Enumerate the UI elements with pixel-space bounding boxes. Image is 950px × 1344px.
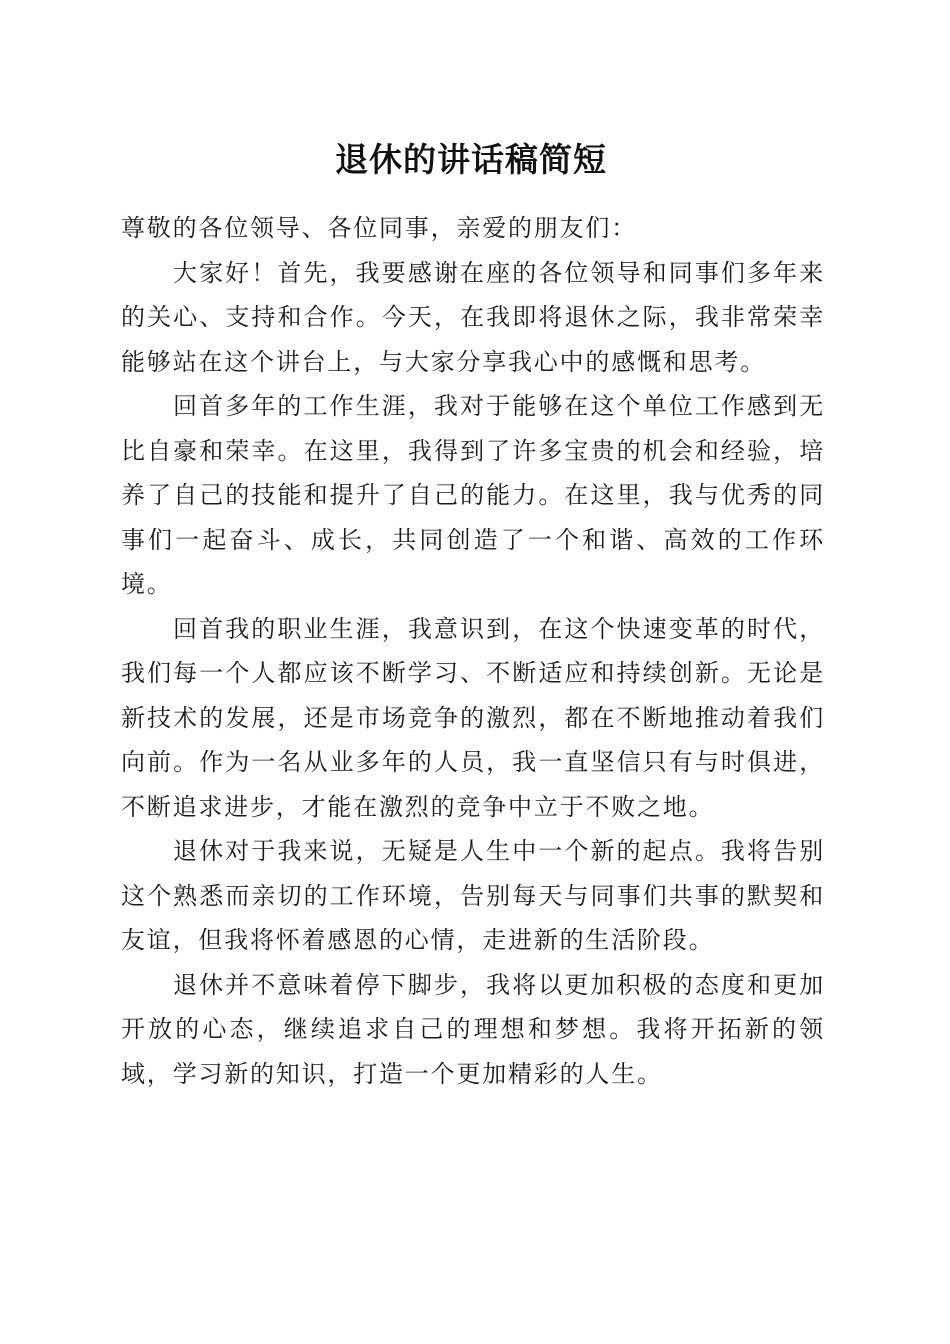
document-title: 退休的讲话稿简短 [335,140,607,179]
paragraph-2: 回首多年的工作生涯，我对于能够在这个单位工作感到无比自豪和荣幸。在这里，我得到了许多宝贵的机会和经验，培养了自己的技能和提升了自己的能力。在这里，我与优秀的同事们一起奋斗、成长，共同创造了一个和谐、高效的工作环境。 [121,392,825,598]
salutation: 尊敬的各位领导、各位同事，亲爱的朋友们： [121,214,637,242]
paragraph-3: 回首我的职业生涯，我意识到，在这个快速变革的时代，我们每一个人都应该不断学习、不断适应和持续创新。无论是新技术的发展，还是市场竞争的激烈，都在不断地推动着我们向前。作为一名从业多年的人员，我一直坚信只有与时俱进，不断追求进步，才能在激烈的竞争中立于不败之地。 [121,614,825,821]
paragraph-4: 退休对于我来说，无疑是人生中一个新的起点。我将告别这个熟悉而亲切的工作环境，告别每天与同事们共事的默契和友谊，但我将怀着感恩的心情，走进新的生活阶段。 [121,837,825,954]
paragraph-1: 大家好！首先，我要感谢在座的各位领导和同事们多年来的关心、支持和合作。今天，在我即将退休之际，我非常荣幸能够站在这个讲台上，与大家分享我心中的感慨和思考。 [121,258,825,376]
document-body [121,206,825,1096]
paragraph-5: 退休并不意味着停下脚步，我将以更加积极的态度和更加开放的心态，继续追求自己的理想和梦想。我将开拓新的领域，学习新的知识，打造一个更加精彩的人生。 [121,970,825,1088]
